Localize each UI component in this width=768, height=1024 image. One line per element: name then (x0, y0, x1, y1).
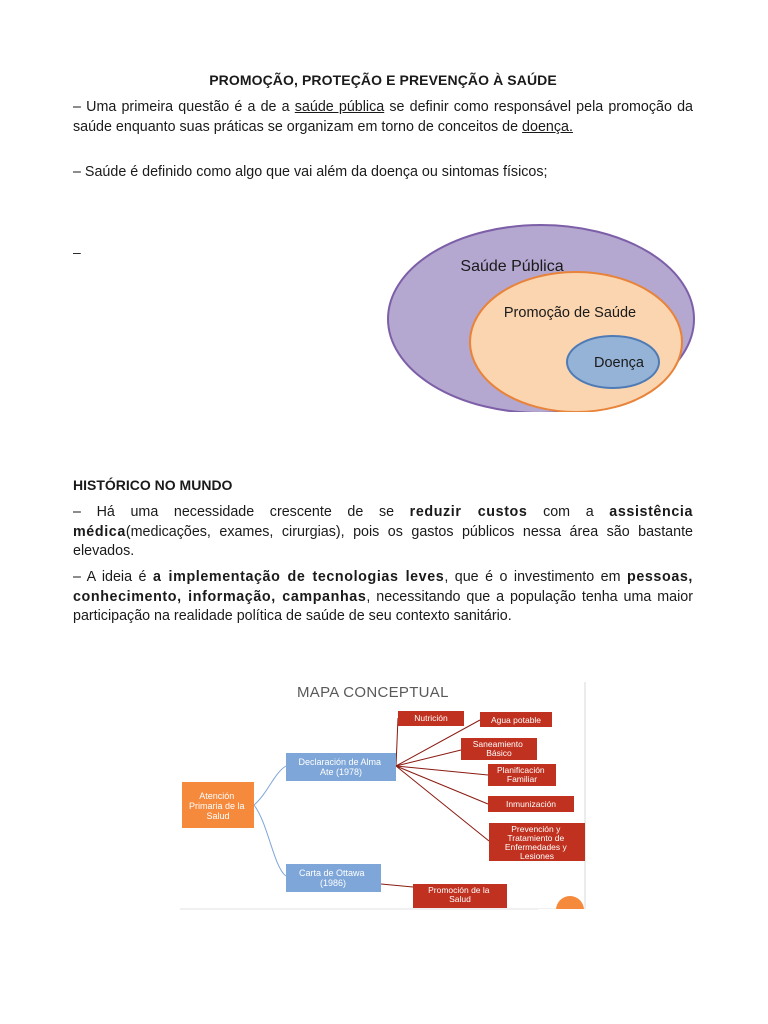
paragraph-light-technologies (73, 568, 693, 627)
health-nested-diagram (384, 224, 698, 416)
svg-text:Agua potable (491, 715, 541, 725)
leaf-line: Saneamiento (472, 739, 523, 749)
leaf-line: Prevención y (511, 824, 561, 834)
leaf-line: Familiar (506, 774, 538, 784)
page-title: PROMOÇÃO, PROTEÇÃO E PREVENÇÃO À SAÚDE (209, 72, 557, 88)
root-line: Salud (206, 811, 230, 821)
health-promotion-label: Promoção de Saúde (503, 305, 637, 321)
leaf-line: Tratamiento de (507, 833, 565, 843)
public-health-label: Saúde Pública (460, 258, 564, 275)
leaf-line: Promoción de la (428, 885, 490, 895)
svg-text:Nutrición (414, 713, 448, 723)
concept-map-figure (178, 678, 590, 912)
leaf-line: Lesiones (519, 851, 555, 861)
bold-text: assistência médica (73, 504, 693, 540)
disease-label: Doença (594, 355, 644, 371)
leaf-line: Planificación (496, 765, 545, 775)
paragraph-health-definition: – Saúde é definido como algo que vai além da doença ou sintomas físicos; (73, 164, 548, 180)
health-promotion-ellipse (470, 272, 682, 412)
paragraph-text: – A ideia é (73, 569, 153, 585)
paragraph-costs (73, 503, 693, 562)
leaf-line: Básico (486, 748, 512, 758)
lone-dash: – (73, 244, 81, 260)
paragraph-text: (medicações, exames, cirurgias), pois os gastos públicos nessa área são bastante elevados. (73, 523, 693, 559)
paragraph-text: – Uma primeira questão é a de a (73, 99, 295, 115)
concept-map-title: MAPA CONCEPTUAL (297, 684, 449, 701)
branch-line: Carta de Ottawa (298, 868, 365, 878)
link-saude-publica[interactable]: saúde pública (294, 99, 385, 115)
bold-text: a implementação de tecnologias leves (152, 569, 445, 585)
paragraph-public-health (73, 98, 693, 137)
root-line: Atención (199, 791, 235, 801)
root-line: Primaria de la (188, 801, 245, 811)
leaf-line: Salud (449, 894, 471, 904)
branch-line: Ate (1978) (319, 767, 363, 777)
link-doenca[interactable]: doença. (522, 118, 573, 135)
paragraph-text: , que é o investimento em (444, 569, 627, 585)
branch-line: Declaración de Alma (298, 757, 382, 767)
svg-text:Inmunización (506, 799, 556, 809)
bold-text: pessoas, conhecimento, informação, campanhas (73, 569, 693, 605)
bold-text: reduzir custos (409, 504, 528, 520)
leaf-line: Enfermedades y (504, 842, 567, 852)
paragraph-text: com a (527, 504, 610, 520)
paragraph-text: , necessitando que a população tenha uma maior participação na realidade política de saúde de seu contexto sanitário. (73, 588, 693, 624)
section-heading: HISTÓRICO NO MUNDO (73, 477, 233, 493)
leaf-line: Agua potable (490, 715, 542, 725)
paragraph-text: se definir como responsável pela promoção da saúde enquanto suas práticas se organizam em torno de conceitos de (73, 99, 694, 135)
branch-line: (1986) (319, 878, 347, 888)
paragraph-text: – Há uma necessidade crescente de se (73, 504, 410, 520)
leaf-line: Nutrición (414, 713, 448, 723)
leaf-line: Inmunización (505, 799, 557, 809)
